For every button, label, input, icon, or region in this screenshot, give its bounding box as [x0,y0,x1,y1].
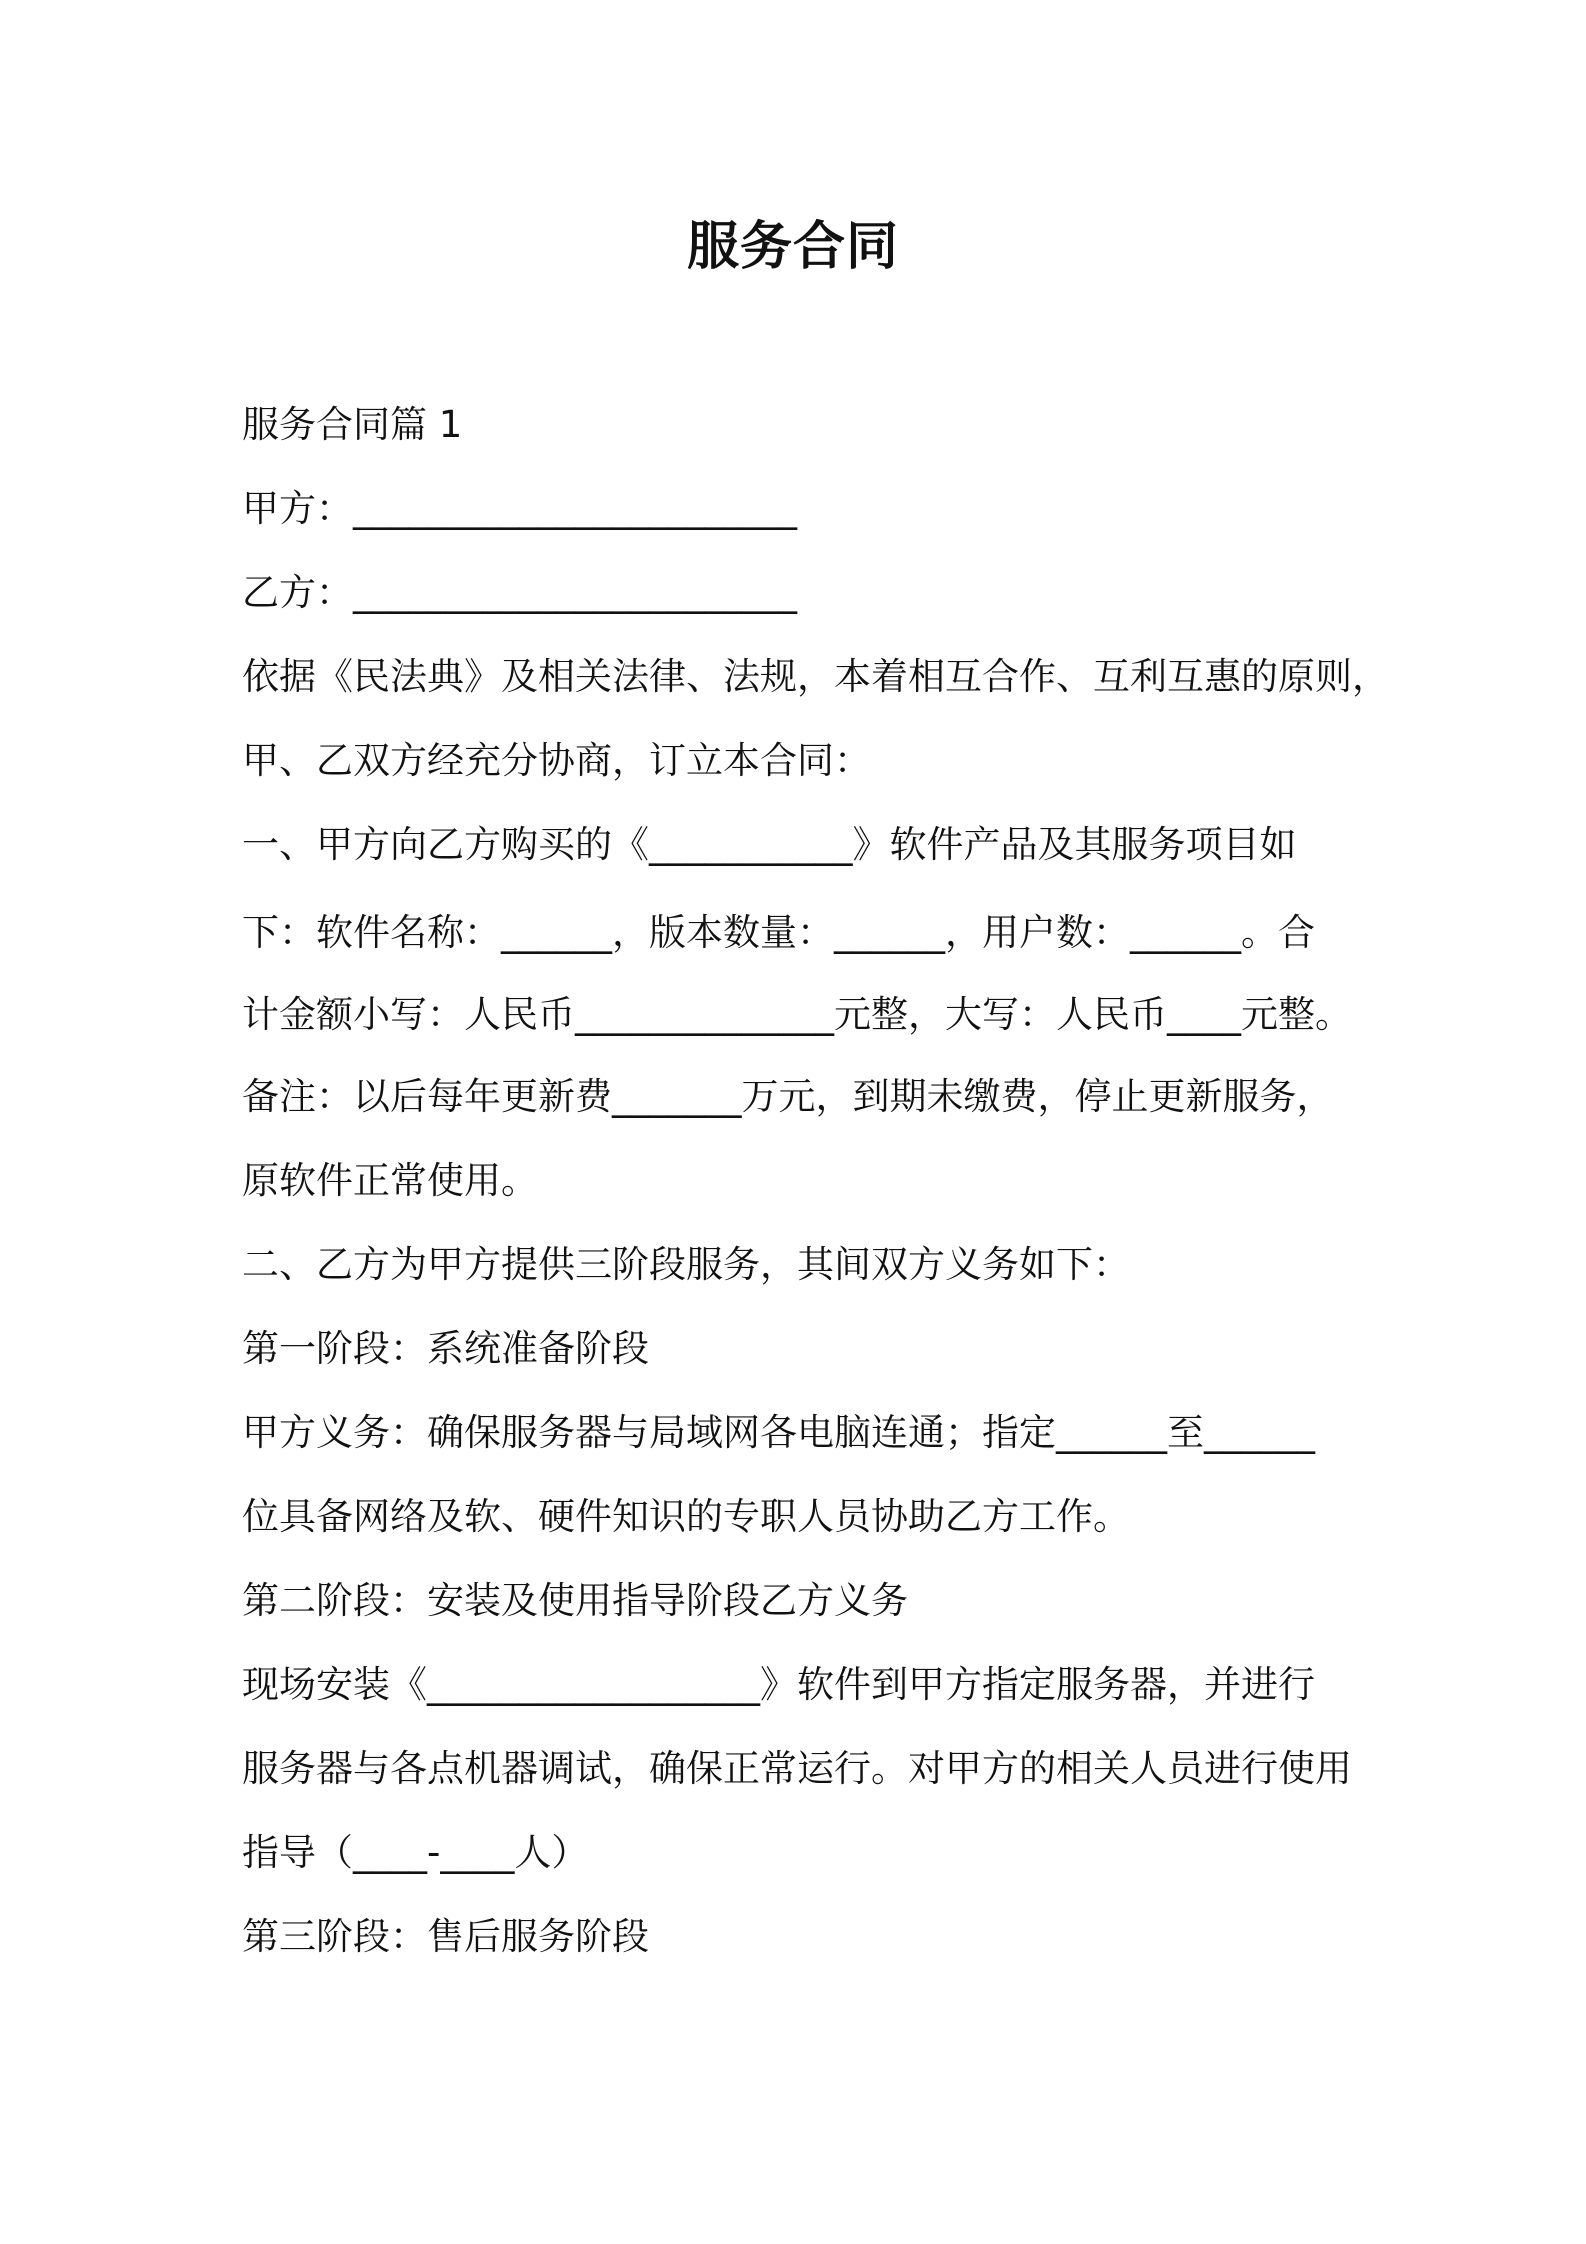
clause-line: 服务器与各点机器调试，确保正常运行。对甲方的相关人员进行使用 [242,1747,1352,1790]
clause-line: 甲方义务：确保服务器与局域网各电脑连通；指定______至______ [242,1411,1315,1454]
clause-line: 计金额小写：人民币______________元整，大写：人民币____元整。 [242,993,1352,1036]
clause-line: 一、甲方向乙方购买的《___________》软件产品及其服务项目如 [242,823,1297,866]
clause-line: 位具备网络及软、硬件知识的专职人员协助乙方工作。 [242,1495,1130,1538]
paragraph-line: 甲、乙双方经充分协商，订立本合同： [242,739,871,782]
paragraph-line: 依据《民法典》及相关法律、法规，本着相互合作、互利互惠的原则， [242,655,1389,698]
stage-heading: 第三阶段：售后服务阶段 [242,1915,649,1958]
clause-line: 下：软件名称：______，版本数量：______，用户数：______。合 [242,911,1315,954]
party-a-line: 甲方：________________________ [242,487,797,530]
clause-line: 现场安装《__________________》软件到甲方指定服务器，并进行 [242,1663,1315,1706]
stage-heading: 第一阶段：系统准备阶段 [242,1327,649,1370]
clause-line: 原软件正常使用。 [242,1159,538,1202]
document-title: 服务合同 [686,217,899,277]
stage-heading: 第二阶段：安装及使用指导阶段乙方义务 [242,1579,908,1622]
clause-line: 二、乙方为甲方提供三阶段服务，其间双方义务如下： [242,1243,1130,1286]
party-b-line: 乙方：________________________ [242,571,797,614]
clause-line: 备注：以后每年更新费_______万元，到期未缴费，停止更新服务， [242,1075,1334,1118]
clause-line: 指导（____-____人） [242,1831,589,1874]
section-heading: 服务合同篇 1 [242,403,463,446]
